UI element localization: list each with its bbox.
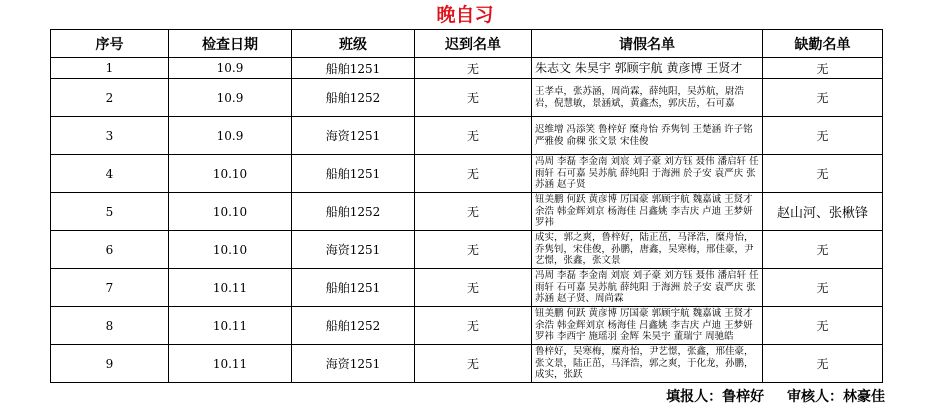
header-row <box>51 30 883 58</box>
row-late: 无 <box>415 155 532 193</box>
header-class: 班级 <box>292 30 415 58</box>
row-late: 无 <box>415 117 532 155</box>
row-absent: 无 <box>763 231 883 269</box>
row-leave: 冯周 李磊 李金南 刘宸 刘子豪 刘方钰 聂伟 潘启轩 任雨轩 石可嘉 吴苏航 薛纯阳 于海洲 於子安 袁严庆 张苏涵 赵子贤 <box>532 155 763 193</box>
row-absent: 无 <box>763 269 883 307</box>
table-row <box>51 117 883 155</box>
header-late: 迟到名单 <box>415 30 532 58</box>
row-late: 无 <box>415 307 532 345</box>
row-absent: 无 <box>763 79 883 117</box>
row-leave: 王孝卓，张苏涵，周尚霖，薛纯阳，吴苏航，尉浩岩，倪慧敏，景涵斌，黄鑫杰，郭庆岳，石可嘉 <box>532 79 763 117</box>
reviewer-label: 审核人：林豪佳 <box>787 389 885 405</box>
row-no: 1 <box>51 58 169 79</box>
signature-footer <box>0 386 885 406</box>
row-no: 9 <box>51 345 169 383</box>
row-class: 船舶1252 <box>292 307 415 345</box>
row-absent: 无 <box>763 345 883 383</box>
header-leave: 请假名单 <box>532 30 763 58</box>
row-absent: 无 <box>763 307 883 345</box>
row-late: 无 <box>415 193 532 231</box>
row-no: 5 <box>51 193 169 231</box>
row-date: 10.10 <box>169 231 292 269</box>
row-absent: 赵山河、张楸锋 <box>763 193 883 231</box>
attendance-table <box>50 29 883 383</box>
row-no: 3 <box>51 117 169 155</box>
row-class: 海资1251 <box>292 117 415 155</box>
row-class: 船舶1252 <box>292 193 415 231</box>
row-date: 10.9 <box>169 79 292 117</box>
row-date: 10.11 <box>169 269 292 307</box>
row-no: 4 <box>51 155 169 193</box>
table-row <box>51 345 883 383</box>
row-class: 船舶1251 <box>292 269 415 307</box>
table-row <box>51 79 883 117</box>
table-row <box>51 155 883 193</box>
table-row <box>51 58 883 79</box>
row-date: 10.9 <box>169 58 292 79</box>
row-absent: 无 <box>763 155 883 193</box>
row-date: 10.11 <box>169 307 292 345</box>
reporter-label: 填报人：鲁梓好 <box>666 389 765 405</box>
row-class: 船舶1251 <box>292 58 415 79</box>
page-title: 晚自习 <box>436 4 494 26</box>
table-row <box>51 193 883 231</box>
row-leave: 迟维增 冯添笑 鲁梓好 糜舟怡 乔隽钊 王楚涵 许子铭 严雅俊 俞稞 张文景 宋佳俊 <box>532 117 763 155</box>
row-class: 船舶1251 <box>292 155 415 193</box>
table-row <box>51 231 883 269</box>
row-late: 无 <box>415 345 532 383</box>
row-class: 船舶1252 <box>292 79 415 117</box>
row-no: 6 <box>51 231 169 269</box>
table-row <box>51 307 883 345</box>
row-class: 海资1251 <box>292 345 415 383</box>
row-absent: 无 <box>763 58 883 79</box>
table-row <box>51 269 883 307</box>
header-absent: 缺勤名单 <box>763 30 883 58</box>
row-late: 无 <box>415 58 532 79</box>
row-date: 10.10 <box>169 155 292 193</box>
row-absent: 无 <box>763 117 883 155</box>
row-no: 7 <box>51 269 169 307</box>
row-leave: 钮美鹏 何跃 黄彦博 厉国豪 郭顾宇航 魏嘉诚 王贤才 余浩 韩金辉刘京 杨海佳 吕鑫姚 李吉庆 卢迪 王梦妍 罗祎 <box>532 193 763 231</box>
row-late: 无 <box>415 79 532 117</box>
row-leave: 鲁梓好，吴寒梅，糜舟怡，尹艺憬，张鑫，邢佳豪，张文景，陆正茁，马泽浩，郭之爽，于化龙，孙鹏，成实，张跃 <box>532 345 763 383</box>
row-late: 无 <box>415 269 532 307</box>
row-leave: 朱志文 朱昊宇 郭顾宇航 黄彦博 王贤才 <box>532 58 763 79</box>
row-date: 10.9 <box>169 117 292 155</box>
row-class: 海资1251 <box>292 231 415 269</box>
row-date: 10.11 <box>169 345 292 383</box>
row-late: 无 <box>415 231 532 269</box>
row-leave: 冯周 李磊 李金南 刘宸 刘子豪 刘方钰 聂伟 潘启轩 任雨轩 石可嘉 吴苏航 薛纯阳 于海洲 於子安 袁严庆 张苏涵 赵子贤、周尚霖 <box>532 269 763 307</box>
row-leave: 钮美鹏 何跃 黄彦博 厉国豪 郭顾宇航 魏嘉诚 王贤才 余浩 韩金辉刘京 杨海佳 吕鑫姚 李吉庆 卢迪 王梦妍 罗祎 李西宇 施瑶羽 金辉 朱昊宇 董瑞宁 周驰皓 <box>532 307 763 345</box>
header-date: 检查日期 <box>169 30 292 58</box>
row-leave: 成实，郭之爽，鲁梓好，陆正茁，马泽浩，糜舟怡，乔隽钊，宋佳俊，孙鹏，唐鑫，吴寒梅，邢佳豪，尹艺憬，张鑫，张文景 <box>532 231 763 269</box>
header-no: 序号 <box>51 30 169 58</box>
row-no: 2 <box>51 79 169 117</box>
row-no: 8 <box>51 307 169 345</box>
row-date: 10.10 <box>169 193 292 231</box>
